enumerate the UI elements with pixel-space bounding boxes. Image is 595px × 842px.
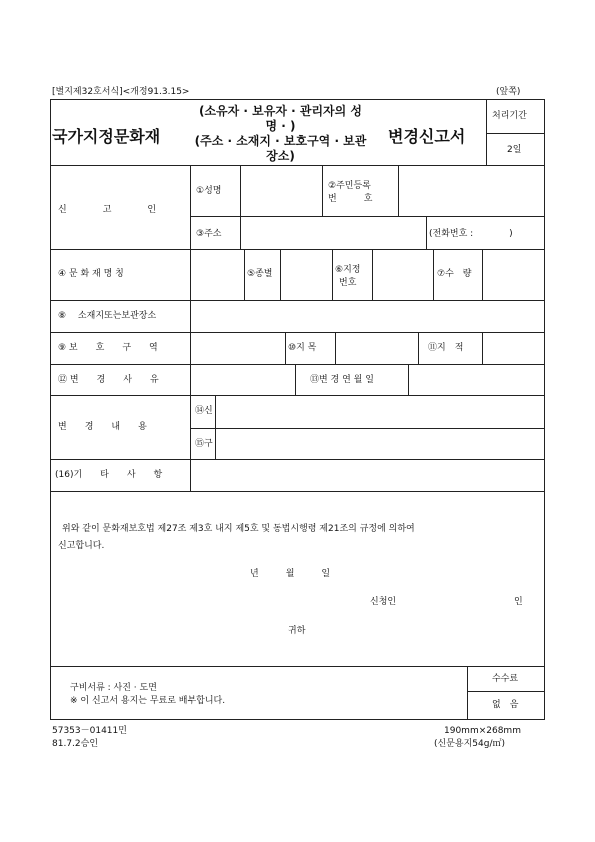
form-code: 57353－01411민 (52, 726, 127, 736)
reporter-label: 신 고 인 (58, 205, 157, 215)
lot-category-label: ⑩지 목 (288, 343, 317, 353)
title-left: 국가지정문화재 (52, 127, 161, 146)
processing-period-label: 처리기간 (492, 111, 527, 121)
statement-line1: 위와 같이 문화재보호법 제27조 제3호 내지 제5호 및 동법시행령 제21조의 규정에 의하여 (62, 524, 415, 534)
new-content-field[interactable] (216, 396, 545, 428)
quantity-label: ⑦수 량 (437, 269, 472, 279)
old-label: ⑮구 (195, 439, 213, 449)
designation-label-line1: ⑥지정 (335, 265, 361, 275)
other-field[interactable] (191, 460, 545, 491)
form-number: [별지제32호서식]<개정91.3.15> (52, 87, 190, 97)
paper-size: 190mm×268mm (444, 726, 521, 736)
title-mid-line3: (주소 · 소재지 · 보호구역 · 보관 (194, 134, 367, 148)
applicant-label: 신청인 (370, 597, 397, 607)
name-label: ①성명 (196, 186, 222, 196)
new-label: ⑭신 (195, 406, 213, 416)
change-date-label: ⑬변 경 연 월 일 (310, 375, 374, 385)
seal-mark: 인 (514, 597, 523, 607)
fee-label: 수수료 (492, 674, 519, 684)
resident-number-field[interactable] (399, 166, 545, 216)
approval-date: 81.7.2승인 (52, 739, 99, 749)
addressee-label: 귀하 (288, 626, 306, 636)
title-right: 변경신고서 (388, 127, 466, 146)
fee-value: 없 음 (492, 700, 519, 710)
address-field[interactable] (241, 217, 426, 249)
name-field[interactable] (241, 166, 322, 216)
statement-line2: 신고합니다. (58, 541, 105, 551)
paper-type: (신문용지54g/㎡) (434, 739, 505, 749)
heritage-name-label: ④ 문 화 재 명 칭 (58, 269, 124, 279)
free-distribution-note: ※ 이 신고서 용지는 무료로 배부합니다. (70, 696, 226, 706)
change-content-label: 변 경 내 용 (58, 422, 147, 432)
change-reason-label: ⑫ 변 경 사 유 (58, 375, 159, 385)
designation-number-label (335, 264, 360, 290)
lot-area-label: ⑪지 적 (428, 343, 464, 353)
statement-date: 년 월 일 (250, 569, 331, 579)
required-docs: 구비서류 : 사진 · 도면 (70, 683, 157, 693)
location-field[interactable] (191, 301, 545, 332)
type-label: ⑤종별 (247, 269, 273, 279)
title-mid-line1: (소유자 · 보유자 · 관리자의 성 (198, 104, 362, 118)
resident-number-label (328, 180, 372, 206)
title-mid-line4-clip (178, 149, 383, 163)
title-mid-line4: 장소) (266, 149, 295, 163)
title-mid-line2: 명 · ) (265, 119, 296, 133)
title-middle (178, 104, 383, 163)
old-content-field[interactable] (216, 429, 545, 459)
resident-label-line1: ②주민등록 (328, 181, 371, 191)
location-label: ⑧ 소재지또는보관장소 (58, 311, 157, 321)
resident-label-line2: 번 호 (328, 194, 373, 204)
address-label: ③주소 (196, 229, 222, 239)
heritage-name-field[interactable] (191, 250, 244, 300)
other-label: (16)기 타 사 항 (55, 470, 163, 480)
page-side: (앞쪽) (496, 87, 521, 97)
protection-zone-label: ⑨ 보 호 구 역 (58, 343, 158, 353)
phone-label: (전화번호 : ) (429, 229, 513, 239)
processing-period-value: 2일 (507, 145, 522, 155)
designation-label-line2: 번호 (339, 278, 357, 288)
